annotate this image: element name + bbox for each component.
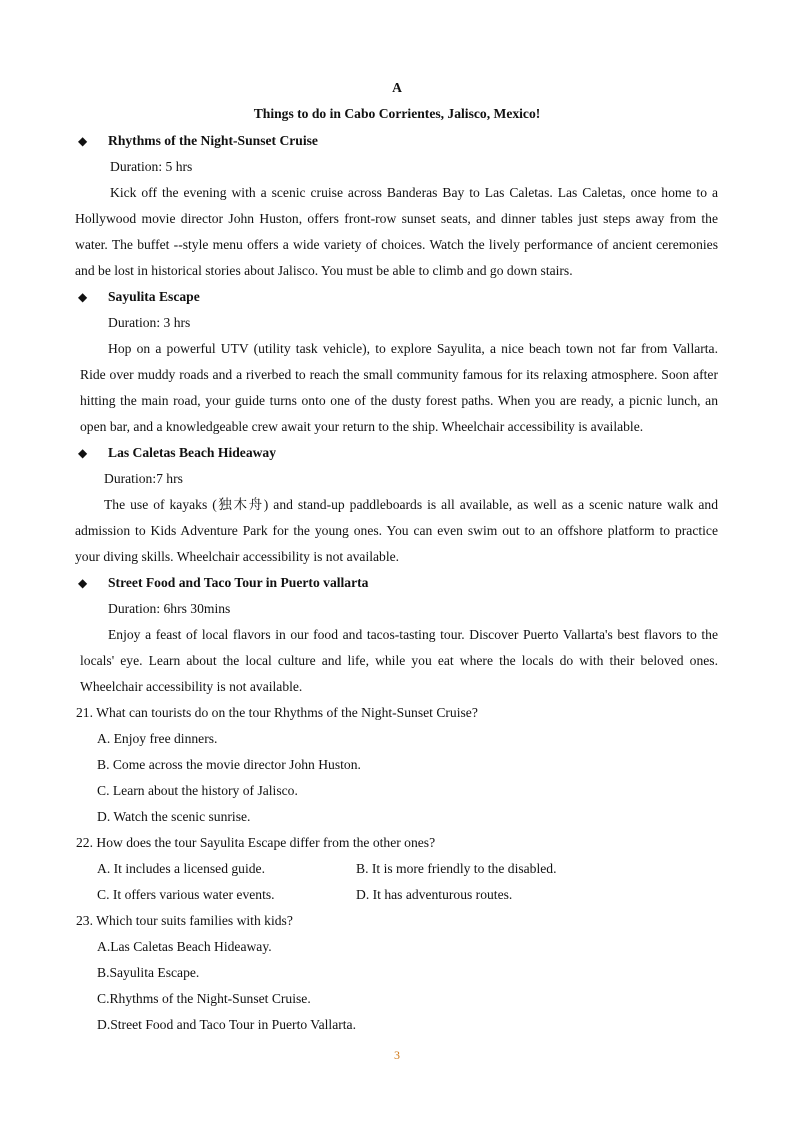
answer-option: D.Street Food and Taco Tour in Puerto Vallarta. (97, 1017, 356, 1032)
tour-description-line: Ride over muddy roads and a riverbed to reach the small community famous for its relaxing atmosphere. Soon after (80, 367, 718, 382)
diamond-bullet-icon: ◆ (78, 446, 88, 460)
question-stem: 21. What can tourists do on the tour Rhythms of the Night-Sunset Cruise? (76, 705, 478, 720)
answer-option: C. Learn about the history of Jalisco. (97, 783, 298, 798)
tour-duration: Duration: 3 hrs (108, 315, 191, 330)
tour-description-line: your diving skills. Wheelchair accessibility is not available. (75, 549, 400, 564)
diamond-bullet-icon: ◆ (78, 576, 88, 590)
tour-name: Rhythms of the Night-Sunset Cruise (108, 133, 318, 148)
tour-description-line: Wheelchair accessibility is not available. (80, 679, 303, 694)
tour-heading (78, 288, 200, 306)
page-title: Things to do in Cabo Corrientes, Jalisco, Mexico! (253, 106, 541, 121)
answer-option: B.Sayulita Escape. (97, 965, 200, 980)
tour-description-line: Kick off the evening with a scenic cruise across Banderas Bay to Las Caletas. Las Caletas, once home to a (110, 185, 718, 200)
question-stem: 22. How does the tour Sayulita Escape differ from the other ones? (76, 835, 436, 850)
tour-name: Las Caletas Beach Hideaway (108, 445, 277, 460)
tour-description-line: and be lost in historical stories about Jalisco. You must be able to climb and go down stairs. (75, 263, 573, 278)
tour-name: Sayulita Escape (108, 289, 200, 304)
answer-option: D. Watch the scenic sunrise. (97, 809, 251, 824)
answer-option: B. It is more friendly to the disabled. (356, 861, 557, 876)
tour-heading (78, 574, 368, 592)
question-stem: 23. Which tour suits families with kids? (76, 913, 293, 928)
tour-heading (78, 444, 276, 462)
tour-description-line: water. The buffet --style menu offers a wide variety of choices. Watch the lively performance of ancient ceremonies (75, 237, 718, 252)
answer-option: B. Come across the movie director John Huston. (97, 757, 361, 772)
answer-option: C.Rhythms of the Night-Sunset Cruise. (97, 991, 311, 1006)
tour-duration: Duration: 6hrs 30mins (108, 601, 231, 616)
answer-option: A. It includes a licensed guide. (97, 861, 265, 876)
answer-option: A.Las Caletas Beach Hideaway. (97, 939, 272, 954)
tour-description-line: The use of kayaks (独木舟) and stand-up paddleboards is all available, as well as a scenic nature walk and (104, 497, 718, 512)
answer-option: C. It offers various water events. (97, 887, 275, 902)
answer-option: A. Enjoy free dinners. (97, 731, 218, 746)
tour-description-line: open bar, and a knowledgeable crew await your return to the ship. Wheelchair accessibility is available. (80, 419, 644, 434)
tour-description-line: hitting the main road, your guide turns onto one of the dusty forest paths. When you are ready, a picnic lunch, an (80, 393, 718, 408)
tour-description-line: Hollywood movie director John Huston, offers front-row sunset seats, and dinner tables just steps away from the (75, 211, 718, 226)
answer-option: D. It has adventurous routes. (356, 887, 513, 902)
tour-description-line: admission to Kids Adventure Park for the young ones. You can even swim out to an offshore platform to practice (75, 523, 718, 538)
tour-description-line: Hop on a powerful UTV (utility task vehicle), to explore Sayulita, a nice beach town not far from Vallarta. (108, 341, 718, 356)
diamond-bullet-icon: ◆ (78, 134, 88, 148)
tour-description-line: locals' eye. Learn about the local culture and life, while you eat where the locals do with their beloved ones. (80, 653, 718, 668)
page-number: 3 (394, 1048, 400, 1062)
tour-duration: Duration:7 hrs (104, 471, 183, 486)
tour-duration: Duration: 5 hrs (110, 159, 193, 174)
tour-name: Street Food and Taco Tour in Puerto vallarta (108, 575, 369, 590)
tour-heading (78, 132, 318, 150)
tour-description-line: Enjoy a feast of local flavors in our food and tacos-tasting tour. Discover Puerto Vallarta's best flavors to the (108, 627, 718, 642)
diamond-bullet-icon: ◆ (78, 290, 88, 304)
section-letter: A (392, 80, 402, 95)
